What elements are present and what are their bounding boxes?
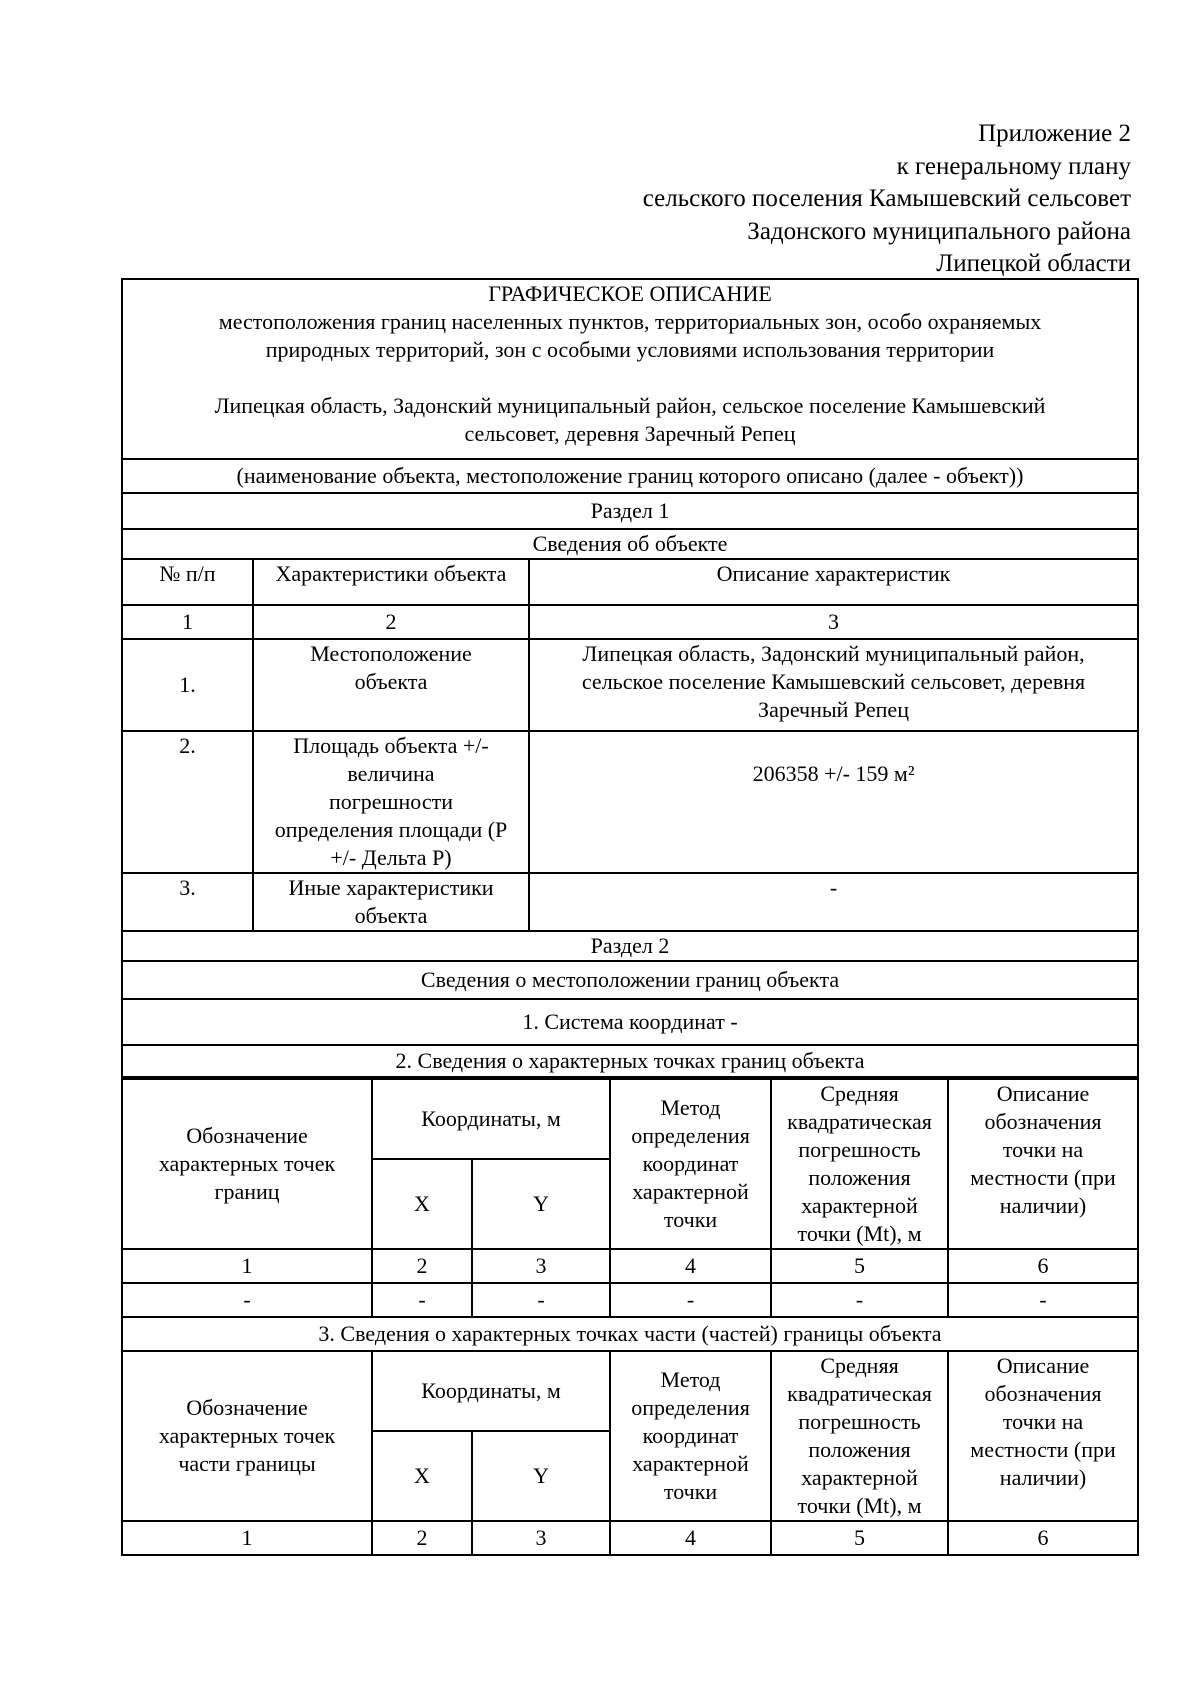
header-line: наличии)	[999, 1193, 1087, 1218]
part-number-4: 4	[610, 1521, 771, 1555]
row-characteristic-line: объекта	[354, 903, 428, 928]
header-line: точки (Mt), м	[797, 1221, 922, 1246]
header-line: точки на	[1002, 1409, 1084, 1434]
header-line: точки на	[1002, 1137, 1084, 1162]
header-line: границ	[214, 1179, 280, 1204]
part-col1-header	[122, 1351, 372, 1521]
row-characteristic-line: объекта	[354, 669, 428, 694]
document-subheading-2: природных территорий, зон с особыми условиями использования территории	[265, 337, 995, 362]
points-number-6: 6	[948, 1249, 1138, 1283]
document-subheading-1: местоположения границ населенных пунктов, территориальных зон, особо охраняемых	[218, 309, 1042, 334]
part-number-6: 6	[948, 1521, 1138, 1555]
header-line: погрешность	[798, 1137, 921, 1162]
row-characteristic-line: +/- Дельта P)	[330, 845, 452, 870]
table-row	[122, 1283, 1138, 1317]
part-number-3: 3	[472, 1521, 610, 1555]
row-description-line: -	[829, 875, 838, 900]
header-line: Описание	[996, 1353, 1090, 1378]
header-line: местности (при	[970, 1165, 1116, 1190]
part-coords-header: Координаты, м	[372, 1351, 610, 1431]
points-cell: -	[122, 1283, 372, 1317]
points-cell: -	[610, 1283, 771, 1317]
points-number-1: 1	[122, 1249, 372, 1283]
header-line: положения	[808, 1165, 911, 1190]
header-line: положения	[808, 1437, 911, 1462]
points-number-5: 5	[771, 1249, 948, 1283]
row-characteristic	[253, 639, 529, 731]
row-number: 3.	[122, 873, 253, 931]
header-line: Средняя	[820, 1353, 899, 1378]
column-header-num: № п/п	[122, 559, 253, 605]
header-line: обозначения	[984, 1381, 1102, 1406]
header-line-3: сельского поселения Камышевский сельсовет	[642, 185, 1131, 212]
row-description	[529, 873, 1138, 931]
row-characteristic-line: Площадь объекта +/-	[293, 733, 489, 758]
column-number-3: 3	[529, 605, 1138, 639]
points-cell: -	[472, 1283, 610, 1317]
row-characteristic-line: погрешности	[329, 789, 453, 814]
header-line: Средняя	[820, 1081, 899, 1106]
column-number-2: 2	[253, 605, 529, 639]
header-line: координат	[642, 1423, 739, 1448]
object-name-line-1: Липецкая область, Задонский муниципальный район, сельское поселение Камышевский	[214, 393, 1046, 418]
header-line: Обозначение	[186, 1395, 308, 1420]
header-line-5: Липецкой области	[936, 250, 1131, 277]
points-desc-header	[948, 1079, 1138, 1249]
points-error-header	[771, 1079, 948, 1249]
header-line: Метод	[660, 1095, 721, 1120]
row-characteristic-line: Местоположение	[310, 641, 472, 666]
header-line: характерной	[801, 1465, 918, 1490]
section1-subtitle: Сведения об объекте	[122, 529, 1138, 559]
points-title: 2. Сведения о характерных точках границ объекта	[122, 1045, 1138, 1077]
row-characteristic-line: определения площади (P	[274, 817, 508, 842]
points-x-header: X	[372, 1159, 472, 1249]
blank-line	[125, 364, 1135, 392]
header-line: точки (Mt), м	[797, 1493, 922, 1518]
header-line: характерных точек	[158, 1151, 336, 1176]
points-cell: -	[771, 1283, 948, 1317]
header-line: обозначения	[984, 1109, 1102, 1134]
header-line: квадратическая	[787, 1381, 932, 1406]
row-characteristic-line: Иные характеристики	[288, 875, 494, 900]
header-line: местности (при	[970, 1437, 1116, 1462]
part-desc-header	[948, 1351, 1138, 1521]
row-number: 2.	[122, 731, 253, 873]
points-number-4: 4	[610, 1249, 771, 1283]
header-line: характерной	[801, 1193, 918, 1218]
appendix-header	[0, 118, 1131, 281]
points-cell: -	[372, 1283, 472, 1317]
part-number-5: 5	[771, 1521, 948, 1555]
column-number-1: 1	[122, 605, 253, 639]
header-line: погрешность	[798, 1409, 921, 1434]
column-header-description: Описание характеристик	[529, 559, 1138, 605]
part-x-header: X	[372, 1431, 472, 1521]
coordinate-system: 1. Система координат -	[122, 999, 1138, 1045]
points-number-3: 3	[472, 1249, 610, 1283]
row-characteristic	[253, 873, 529, 931]
section2-title: Раздел 2	[122, 931, 1138, 961]
row-number: 1.	[122, 639, 253, 731]
row-description	[529, 731, 1138, 873]
points-method-header	[610, 1079, 771, 1249]
header-line: характерной	[632, 1179, 749, 1204]
part-y-header: Y	[472, 1431, 610, 1521]
object-info-table	[121, 278, 1139, 1078]
points-number-2: 2	[372, 1249, 472, 1283]
points-cell: -	[948, 1283, 1138, 1317]
points-y-header: Y	[472, 1159, 610, 1249]
area-value: 206358 +/- 159 м²	[752, 761, 915, 786]
header-line: точки	[663, 1479, 718, 1504]
column-header-characteristics: Характеристики объекта	[253, 559, 529, 605]
part-points-title: 3. Сведения о характерных точках части (частей) границы объекта	[122, 1317, 1138, 1351]
header-line: определения	[631, 1395, 750, 1420]
table-row	[122, 873, 1138, 931]
header-line: Обозначение	[186, 1123, 308, 1148]
header-line: квадратическая	[787, 1109, 932, 1134]
section2-subtitle: Сведения о местоположении границ объекта	[122, 961, 1138, 999]
part-number-2: 2	[372, 1521, 472, 1555]
row-characteristic-line: величина	[347, 761, 435, 786]
part-number-1: 1	[122, 1521, 372, 1555]
header-line: характерных точек	[158, 1423, 336, 1448]
header-line: Метод	[660, 1367, 721, 1392]
object-caption: (наименование объекта, местоположение границ которого описано (далее - объект))	[122, 459, 1138, 493]
header-line: части границы	[178, 1451, 316, 1476]
header-line-2: к генеральному плану	[896, 152, 1131, 180]
header-line: наличии)	[999, 1465, 1087, 1490]
part-method-header	[610, 1351, 771, 1521]
row-description-line: Липецкая область, Задонский муниципальный район,	[582, 641, 1085, 666]
table-row	[122, 731, 1138, 873]
header-line: точки	[663, 1207, 718, 1232]
row-description-line: Заречный Репец	[758, 697, 909, 722]
boundary-points-table	[121, 1078, 1139, 1556]
points-coords-header: Координаты, м	[372, 1079, 610, 1159]
header-line: определения	[631, 1123, 750, 1148]
section1-title: Раздел 1	[122, 493, 1138, 529]
object-name-line-2: сельсовет, деревня Заречный Репец	[464, 421, 796, 446]
row-characteristic	[253, 731, 529, 873]
header-line: координат	[642, 1151, 739, 1176]
header-line-4: Задонского муниципального района	[747, 217, 1131, 245]
header-line-1: Приложение 2	[978, 120, 1131, 147]
row-description	[529, 639, 1138, 731]
part-error-header	[771, 1351, 948, 1521]
header-line: Описание	[996, 1081, 1090, 1106]
document-heading: ГРАФИЧЕСКОЕ ОПИСАНИЕ	[488, 281, 772, 306]
header-line: характерной	[632, 1451, 749, 1476]
row-description-line: сельское поселение Камышевский сельсовет, деревня	[581, 669, 1086, 694]
table-row	[122, 639, 1138, 731]
points-col1-header	[122, 1079, 372, 1249]
title-cell	[122, 279, 1138, 459]
